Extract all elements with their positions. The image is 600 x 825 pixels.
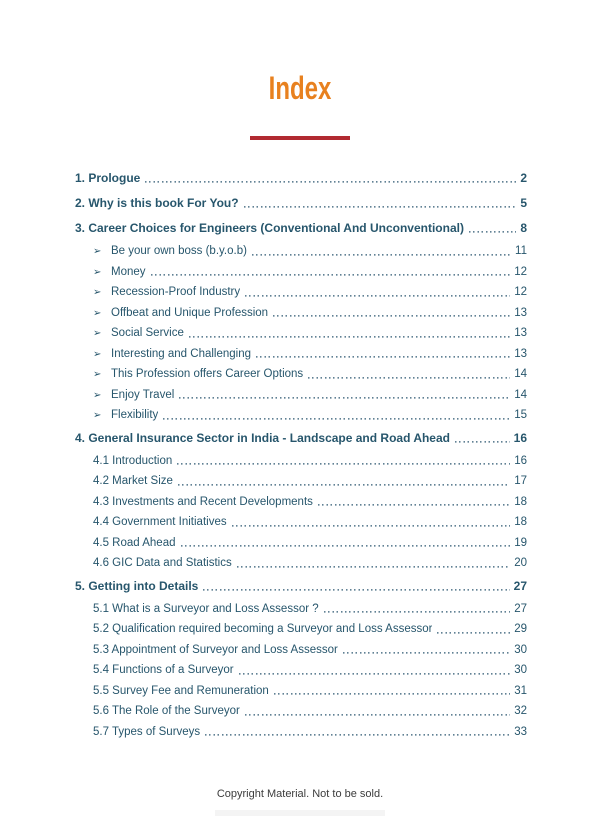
toc-entry-label: Money [111,265,146,278]
toc-entry-label: 5.1 What is a Surveyor and Loss Assessor ? [93,602,319,615]
toc-entry-page: 5 [520,196,527,210]
toc-entry-label: 5.4 Functions of a Surveyor [93,664,234,676]
toc-entry-page: 11 [515,245,527,257]
toc-entry-label: Flexibility [111,409,159,421]
toc-entry-label: 5.6 The Role of the Surveyor [93,705,240,717]
toc-entry-page: 33 [514,725,527,738]
toc-entry[interactable] [75,166,527,191]
toc-entry-page: 16 [513,430,527,445]
toc-entry[interactable] [75,512,527,533]
arrow-bullet-icon: ➢ [93,348,102,360]
toc-entry[interactable] [75,364,527,385]
toc-entry-label: Enjoy Travel [111,388,175,401]
toc-entry-label: 4. General Insurance Sector in India - Landscape and Road Ahead [75,430,450,445]
dot-leader [324,611,511,613]
toc-entry[interactable] [75,303,527,324]
arrow-bullet-icon: ➢ [93,246,102,257]
dot-leader [245,295,510,297]
toc-entry-label: Recession-Proof Industry [111,286,241,298]
dot-leader [455,441,510,443]
toc-entry[interactable] [75,599,527,620]
toc-entry-label: 5. Getting into Details [75,578,199,593]
toc-entry-page: 30 [514,643,527,656]
toc-entry[interactable] [75,701,527,722]
toc-entry[interactable] [75,722,527,743]
toc-entry[interactable] [75,660,527,681]
dot-leader [177,463,510,465]
dot-leader [203,589,509,591]
toc-entry-label: 4.5 Road Ahead [93,536,176,549]
toc-entry[interactable] [75,241,527,262]
toc-entry-page: 13 [514,306,527,319]
dot-leader [237,566,511,568]
dot-leader [163,418,510,420]
toc-entry[interactable] [75,640,527,661]
toc-entry[interactable] [75,216,527,241]
toc-entry-page: 8 [520,221,527,235]
dot-leader [252,254,511,256]
toc-entry-label: 4.2 Market Size [93,475,173,487]
dot-leader [469,231,516,233]
toc-entry-page: 2 [520,171,527,185]
toc-entry-page: 12 [514,286,527,298]
title-underline [250,136,350,140]
toc-entry-label: 4.6 GIC Data and Statistics [93,557,232,569]
dot-leader [239,673,511,675]
toc-entry-page: 13 [514,347,527,360]
dot-leader [274,693,510,695]
toc-entry-label: 5.2 Qualification required becoming a Surveyor and Loss Assessor [93,623,433,635]
dot-leader [343,652,510,654]
arrow-bullet-icon: ➢ [93,389,102,401]
arrow-bullet-icon: ➢ [93,369,102,380]
toc-entry-page: 27 [513,578,527,593]
dot-leader [308,377,510,379]
arrow-bullet-icon: ➢ [93,328,102,339]
dot-leader [318,504,510,506]
arrow-bullet-icon: ➢ [93,287,102,298]
page-title: Index [268,70,332,106]
toc-entry-label: 2. Why is this book For You? [75,196,239,210]
toc-entry[interactable] [75,471,527,492]
dot-leader [189,336,510,338]
arrow-bullet-icon: ➢ [93,410,102,421]
dot-leader [145,181,516,183]
toc-entry[interactable] [75,574,527,599]
scan-smudge [215,810,385,816]
toc-entry-label: Be your own boss (b.y.o.b) [111,245,247,257]
toc-entry-page: 15 [514,409,527,421]
toc-entry-label: 4.4 Government Initiatives [93,516,227,528]
toc-entry-label: 5.3 Appointment of Surveyor and Loss Assessor [93,643,338,656]
toc-entry[interactable] [75,451,527,472]
toc-entry[interactable] [75,191,527,216]
toc-entry-page: 14 [514,388,527,401]
toc-entry[interactable] [75,553,527,574]
toc-entry-page: 14 [514,368,527,380]
toc-entry[interactable] [75,385,527,406]
dot-leader [178,484,510,486]
toc-entry-label: 1. Prologue [75,171,141,185]
toc-entry[interactable] [75,426,527,451]
toc-entry-label: This Profession offers Career Options [111,368,304,380]
dot-leader [256,356,510,358]
dot-leader [151,274,511,276]
toc-entry-page: 30 [514,664,527,676]
dot-leader [179,397,510,399]
toc-entry[interactable] [75,619,527,640]
toc-entry-page: 31 [514,684,527,697]
toc-entry-label: 3. Career Choices for Engineers (Conventional And Unconventional) [75,221,464,235]
toc-entry-page: 27 [514,602,527,615]
arrow-bullet-icon: ➢ [93,307,102,319]
toc-entry[interactable] [75,323,527,344]
toc-entry-page: 17 [514,475,527,487]
toc-entry-label: Interesting and Challenging [111,347,252,360]
dot-leader [232,525,511,527]
toc-entry-label: 5.7 Types of Surveys [93,725,201,738]
dot-leader [273,315,510,317]
toc-list [75,166,527,742]
toc-entry[interactable] [75,405,527,426]
toc-entry-label: 5.5 Survey Fee and Remuneration [93,684,269,697]
dot-leader [181,545,511,547]
toc-entry-page: 20 [514,557,527,569]
dot-leader [437,632,510,634]
toc-entry-page: 32 [514,705,527,717]
dot-leader [244,206,517,208]
toc-entry-page: 12 [514,265,527,278]
toc-entry-page: 29 [514,623,527,635]
toc-entry[interactable] [75,344,527,365]
toc-entry-page: 16 [514,454,527,467]
arrow-bullet-icon: ➢ [93,266,102,278]
toc-entry-label: 4.1 Introduction [93,454,173,467]
toc-entry[interactable] [75,492,527,513]
toc-entry-label: Offbeat and Unique Profession [111,306,269,319]
toc-entry[interactable] [75,262,527,283]
toc-entry-page: 18 [514,495,527,508]
toc-entry-label: Social Service [111,327,184,339]
toc-entry-page: 19 [514,536,527,549]
toc-entry-page: 18 [514,516,527,528]
toc-entry[interactable] [75,282,527,303]
toc-entry[interactable] [75,681,527,702]
toc-entry-label: 4.3 Investments and Recent Developments [93,495,313,508]
dot-leader [245,714,510,716]
dot-leader [205,734,510,736]
toc-entry[interactable] [75,533,527,554]
toc-entry-page: 13 [514,327,527,339]
copyright-notice: Copyright Material. Not to be sold. [216,788,384,800]
